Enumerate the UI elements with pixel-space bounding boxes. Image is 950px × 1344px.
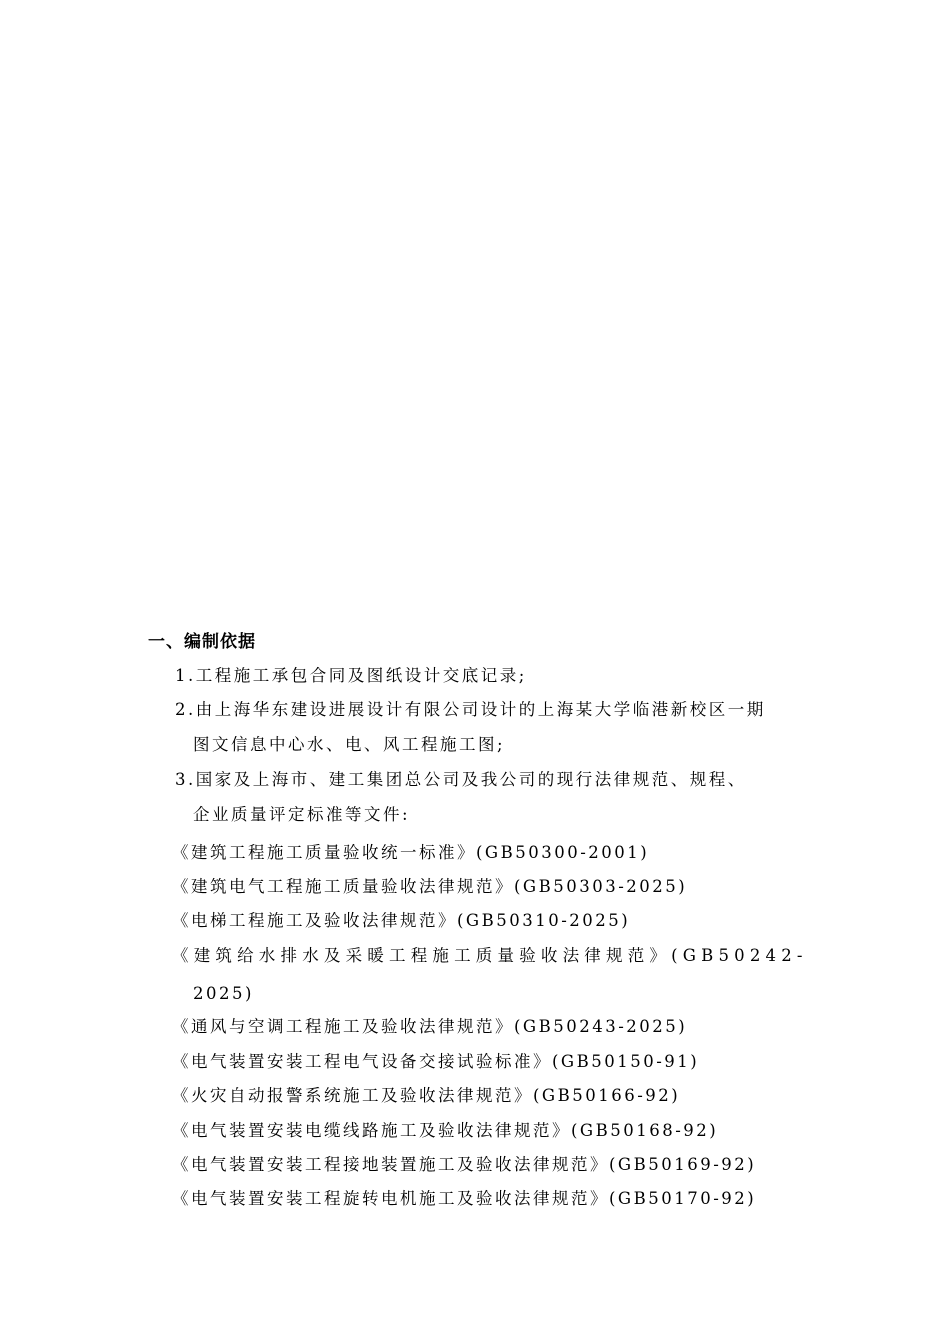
reference-gb50242: 《建筑给水排水及采暖工程施工质量验收法律规范》(GB50242- (172, 946, 808, 965)
basis-item-2: 2.由上海华东建设进展设计有限公司设计的上海某大学临港新校区一期 (175, 700, 766, 719)
reference-gb50170: 《电气装置安装工程旋转电机施工及验收法律规范》(GB50170-92) (172, 1189, 757, 1208)
reference-gb50243: 《通风与空调工程施工及验收法律规范》(GB50243-2025) (172, 1017, 688, 1036)
reference-gb50303: 《建筑电气工程施工质量验收法律规范》(GB50303-2025) (172, 877, 688, 896)
reference-gb50168: 《电气装置安装电缆线路施工及验收法律规范》(GB50168-92) (172, 1121, 719, 1140)
reference-gb50242-continued: 2025) (193, 984, 254, 1003)
basis-item-3: 3.国家及上海市、建工集团总公司及我公司的现行法律规范、规程、 (175, 770, 747, 789)
basis-item-1: 1.工程施工承包合同及图纸设计交底记录; (175, 666, 527, 685)
reference-gb50166: 《火灾自动报警系统施工及验收法律规范》(GB50166-92) (172, 1086, 681, 1105)
basis-item-2-continued: 图文信息中心水、电、风工程施工图; (193, 735, 506, 754)
reference-gb50300: 《建筑工程施工质量验收统一标准》(GB50300-2001) (172, 843, 650, 862)
section-heading: 一、编制依据 (148, 632, 256, 652)
basis-item-3-continued: 企业质量评定标准等文件: (193, 805, 411, 824)
reference-gb50150: 《电气装置安装工程电气设备交接试验标准》(GB50150-91) (172, 1052, 700, 1071)
reference-gb50310: 《电梯工程施工及验收法律规范》(GB50310-2025) (172, 911, 631, 930)
reference-gb50169: 《电气装置安装工程接地装置施工及验收法律规范》(GB50169-92) (172, 1155, 757, 1174)
